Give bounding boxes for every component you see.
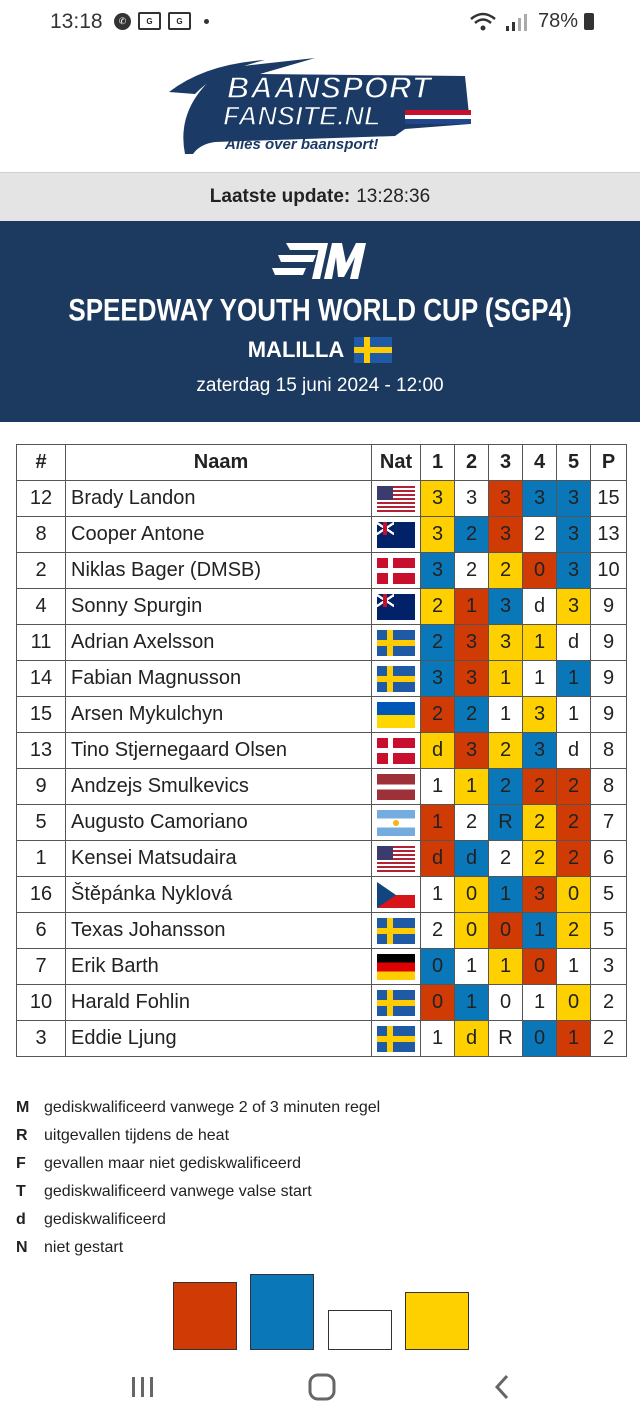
rider-name: Adrian Axelsson [66, 625, 372, 661]
rider-points: 9 [591, 661, 627, 697]
heat-3-result: 2 [489, 733, 523, 769]
heat-4-result: 2 [523, 805, 557, 841]
heat-5-result: 1 [557, 1021, 591, 1057]
us-flag-icon [377, 846, 415, 872]
last-update-time: 13:28:36 [356, 186, 431, 207]
heat-5-result: 2 [557, 913, 591, 949]
heat-1-result: 0 [421, 985, 455, 1021]
heat-2-result: 3 [455, 733, 489, 769]
heat-1-result: 3 [421, 553, 455, 589]
heat-5-result: 0 [557, 985, 591, 1021]
legend-item [16, 1178, 380, 1206]
heat-3-result: 3 [489, 481, 523, 517]
rider-nationality [372, 805, 421, 841]
heat-4-result: 2 [523, 517, 557, 553]
legend-text: gevallen maar niet gediskwalificeerd [44, 1155, 302, 1172]
heat-3-result: R [489, 1021, 523, 1057]
rider-name: Eddie Ljung [66, 1021, 372, 1057]
cz-flag-icon [377, 882, 415, 908]
table-body [17, 481, 627, 1057]
rider-name: Štěpánka Nyklová [66, 877, 372, 913]
heat-5-result: 0 [557, 877, 591, 913]
rider-name: Arsen Mykulchyn [66, 697, 372, 733]
table-row [17, 985, 627, 1021]
rider-nationality [372, 481, 421, 517]
rider-nationality [372, 553, 421, 589]
heat-2-result: 2 [455, 553, 489, 589]
heat-2-result: 2 [455, 517, 489, 553]
rider-points: 8 [591, 769, 627, 805]
heat-1-result: 2 [421, 589, 455, 625]
heat-1-result: 2 [421, 697, 455, 733]
rider-points: 13 [591, 517, 627, 553]
color-swatches [0, 1272, 640, 1352]
heat-3-result: 0 [489, 985, 523, 1021]
heat-1-result: 1 [421, 877, 455, 913]
g-icon: G [168, 12, 191, 30]
back-icon[interactable] [492, 1373, 512, 1401]
col-header-heat-3: 3 [489, 445, 523, 481]
heat-5-result: 3 [557, 553, 591, 589]
heat-3-result: 3 [489, 517, 523, 553]
se-flag-icon [354, 337, 392, 363]
heat-3-result: 3 [489, 589, 523, 625]
heat-3-result: 3 [489, 625, 523, 661]
heat-3-result: 1 [489, 949, 523, 985]
rider-name: Erik Barth [66, 949, 372, 985]
rider-points: 9 [591, 625, 627, 661]
heat-3-result: 1 [489, 661, 523, 697]
rider-points: 10 [591, 553, 627, 589]
rider-points: 9 [591, 589, 627, 625]
table-row [17, 949, 627, 985]
heat-4-result: 2 [523, 769, 557, 805]
heat-2-result: 1 [455, 589, 489, 625]
col-header-heat-4: 4 [523, 445, 557, 481]
rider-number: 3 [17, 1021, 66, 1057]
heat-4-result: 3 [523, 697, 557, 733]
heat-2-result: 3 [455, 625, 489, 661]
rider-points: 6 [591, 841, 627, 877]
notification-icons [114, 12, 209, 30]
heat-2-result: 1 [455, 985, 489, 1021]
table-row [17, 733, 627, 769]
rider-points: 9 [591, 697, 627, 733]
table-row [17, 517, 627, 553]
event-location [0, 337, 640, 363]
logo-line1: BAANSPORT [227, 70, 432, 105]
col-header-name: Naam [66, 445, 372, 481]
event-location-text: MALILLA [247, 337, 345, 362]
rider-number: 2 [17, 553, 66, 589]
status-bar [0, 0, 640, 46]
se-flag-icon [377, 1026, 415, 1052]
rider-name: Texas Johansson [66, 913, 372, 949]
heat-3-result: 1 [489, 877, 523, 913]
au-flag-icon [377, 594, 415, 620]
heat-4-result: 1 [523, 661, 557, 697]
rider-number: 7 [17, 949, 66, 985]
table-row [17, 877, 627, 913]
rider-number: 15 [17, 697, 66, 733]
heat-4-result: 2 [523, 841, 557, 877]
rider-points: 8 [591, 733, 627, 769]
heat-1-result: 1 [421, 1021, 455, 1057]
heat-4-result: 3 [523, 877, 557, 913]
recent-apps-icon[interactable] [130, 1375, 156, 1399]
signal-icon [502, 12, 532, 32]
heat-5-result: 3 [557, 481, 591, 517]
heat-1-result: 3 [421, 517, 455, 553]
col-header-points: P [591, 445, 627, 481]
heat-4-result: 1 [523, 985, 557, 1021]
legend-text: niet gestart [44, 1239, 124, 1256]
legend-text: uitgevallen tijdens de heat [44, 1127, 230, 1144]
rider-nationality [372, 913, 421, 949]
logo-line2: FANSITE.NL [223, 101, 381, 131]
rider-points: 7 [591, 805, 627, 841]
rider-points: 15 [591, 481, 627, 517]
rider-name: Fabian Magnusson [66, 661, 372, 697]
heat-1-result: 3 [421, 661, 455, 697]
event-date: zaterdag 15 juni 2024 - 12:00 [196, 375, 444, 396]
home-icon[interactable] [308, 1373, 336, 1401]
legend-key: T [16, 1183, 26, 1200]
rider-number: 6 [17, 913, 66, 949]
heat-2-result: d [455, 841, 489, 877]
heat-3-result: 0 [489, 913, 523, 949]
rider-points: 5 [591, 877, 627, 913]
table-header-row [17, 445, 627, 481]
rider-number: 11 [17, 625, 66, 661]
rider-nationality [372, 1021, 421, 1057]
status-time: 13:18 [50, 10, 103, 33]
fim-logo-icon [272, 241, 368, 281]
col-header-heat-2: 2 [455, 445, 489, 481]
heat-5-result: 2 [557, 841, 591, 877]
heat-5-result: 3 [557, 517, 591, 553]
legend-text: gediskwalificeerd vanwege 2 of 3 minuten regel [44, 1099, 381, 1116]
heat-4-result: 0 [523, 1021, 557, 1057]
event-title: SPEEDWAY YOUTH WORLD CUP (SGP4) [68, 291, 572, 328]
heat-5-result: d [557, 733, 591, 769]
last-update-bar [0, 172, 640, 221]
rider-points: 2 [591, 985, 627, 1021]
table-row [17, 481, 627, 517]
au-flag-icon [377, 522, 415, 548]
heat-1-result: d [421, 841, 455, 877]
rider-number: 12 [17, 481, 66, 517]
rider-number: 5 [17, 805, 66, 841]
table-row [17, 697, 627, 733]
heat-1-result: 2 [421, 625, 455, 661]
legend-item [16, 1122, 380, 1150]
table-row [17, 625, 627, 661]
col-header-number: # [17, 445, 66, 481]
rider-number: 1 [17, 841, 66, 877]
rider-nationality [372, 985, 421, 1021]
legend-text: gediskwalificeerd [44, 1211, 166, 1228]
legend-key: N [16, 1239, 28, 1256]
battery-percent: 78% [537, 10, 578, 32]
heat-2-result: 2 [455, 697, 489, 733]
table-row [17, 913, 627, 949]
rider-name: Sonny Spurgin [66, 589, 372, 625]
rider-name: Andzejs Smulkevics [66, 769, 372, 805]
col-header-heat-1: 1 [421, 445, 455, 481]
legend-key: F [16, 1155, 26, 1172]
rider-number: 13 [17, 733, 66, 769]
legend-item [16, 1094, 380, 1122]
last-update-label: Laatste update: [209, 186, 351, 207]
us-flag-icon [377, 486, 415, 512]
rider-name: Brady Landon [66, 481, 372, 517]
rider-nationality [372, 517, 421, 553]
ua-flag-icon [377, 702, 415, 728]
se-flag-icon [377, 990, 415, 1016]
table-row [17, 553, 627, 589]
rider-nationality [372, 625, 421, 661]
heat-3-result: 2 [489, 553, 523, 589]
heat-5-result: d [557, 625, 591, 661]
legend-key: R [16, 1127, 28, 1144]
battery-icon [584, 13, 594, 30]
rider-number: 16 [17, 877, 66, 913]
rider-nationality [372, 661, 421, 697]
heat-3-result: 1 [489, 697, 523, 733]
rider-points: 3 [591, 949, 627, 985]
heat-4-result: d [523, 589, 557, 625]
rider-number: 8 [17, 517, 66, 553]
swatch-white [328, 1310, 392, 1350]
heat-2-result: 3 [455, 661, 489, 697]
swatch-blue [250, 1274, 314, 1350]
legend-item [16, 1206, 380, 1234]
table-row [17, 661, 627, 697]
heat-1-result: 0 [421, 949, 455, 985]
legend-key: d [16, 1211, 26, 1228]
table-row [17, 1021, 627, 1057]
rider-name: Harald Fohlin [66, 985, 372, 1021]
heat-2-result: 1 [455, 949, 489, 985]
legend-text: gediskwalificeerd vanwege valse start [44, 1183, 312, 1200]
dot-icon [204, 19, 209, 24]
rider-points: 2 [591, 1021, 627, 1057]
heat-5-result: 1 [557, 661, 591, 697]
rider-nationality [372, 697, 421, 733]
swatch-yellow [405, 1292, 469, 1350]
g-icon: G [138, 12, 161, 30]
table-row [17, 841, 627, 877]
rider-name: Cooper Antone [66, 517, 372, 553]
heat-4-result: 1 [523, 913, 557, 949]
nl-flag-icon [405, 110, 471, 124]
heat-1-result: d [421, 733, 455, 769]
rider-points: 5 [591, 913, 627, 949]
dk-flag-icon [377, 558, 415, 584]
legend-item [16, 1150, 380, 1178]
messenger-icon: ✆ [114, 13, 131, 30]
heat-5-result: 1 [557, 697, 591, 733]
heat-4-result: 3 [523, 733, 557, 769]
rider-name: Kensei Matsudaira [66, 841, 372, 877]
event-header [0, 221, 640, 422]
lv-flag-icon [377, 774, 415, 800]
results-table [16, 444, 627, 1057]
heat-1-result: 3 [421, 481, 455, 517]
rider-name: Niklas Bager (DMSB) [66, 553, 372, 589]
legend-key: M [16, 1099, 30, 1116]
rider-number: 9 [17, 769, 66, 805]
legend [16, 1094, 380, 1262]
rider-nationality [372, 841, 421, 877]
rider-number: 4 [17, 589, 66, 625]
site-logo[interactable] [165, 54, 477, 158]
heat-4-result: 0 [523, 949, 557, 985]
heat-1-result: 2 [421, 913, 455, 949]
status-right [470, 10, 594, 33]
rider-nationality [372, 589, 421, 625]
rider-nationality [372, 877, 421, 913]
heat-5-result: 2 [557, 805, 591, 841]
col-header-heat-5: 5 [557, 445, 591, 481]
heat-2-result: 1 [455, 769, 489, 805]
logo-tagline: Alles over baansport! [225, 136, 379, 153]
se-flag-icon [377, 666, 415, 692]
nav-bar [0, 1355, 640, 1423]
heat-4-result: 3 [523, 481, 557, 517]
de-flag-icon [377, 954, 415, 980]
heat-2-result: 3 [455, 481, 489, 517]
heat-2-result: d [455, 1021, 489, 1057]
table-row [17, 769, 627, 805]
se-flag-icon [377, 630, 415, 656]
heat-2-result: 0 [455, 877, 489, 913]
se-flag-icon [377, 918, 415, 944]
rider-nationality [372, 949, 421, 985]
swatch-red [173, 1282, 237, 1350]
table-row [17, 805, 627, 841]
heat-4-result: 1 [523, 625, 557, 661]
rider-number: 14 [17, 661, 66, 697]
heat-5-result: 1 [557, 949, 591, 985]
heat-3-result: 2 [489, 769, 523, 805]
rider-name: Augusto Camoriano [66, 805, 372, 841]
rider-name: Tino Stjernegaard Olsen [66, 733, 372, 769]
heat-5-result: 2 [557, 769, 591, 805]
table-row [17, 589, 627, 625]
heat-1-result: 1 [421, 769, 455, 805]
legend-item [16, 1234, 380, 1262]
dk-flag-icon [377, 738, 415, 764]
heat-2-result: 2 [455, 805, 489, 841]
heat-4-result: 0 [523, 553, 557, 589]
heat-5-result: 3 [557, 589, 591, 625]
wifi-icon [470, 12, 496, 32]
col-header-nat: Nat [372, 445, 421, 481]
rider-nationality [372, 769, 421, 805]
heat-1-result: 1 [421, 805, 455, 841]
rider-number: 10 [17, 985, 66, 1021]
rider-nationality [372, 733, 421, 769]
heat-3-result: R [489, 805, 523, 841]
ar-flag-icon [377, 810, 415, 836]
heat-3-result: 2 [489, 841, 523, 877]
heat-2-result: 0 [455, 913, 489, 949]
